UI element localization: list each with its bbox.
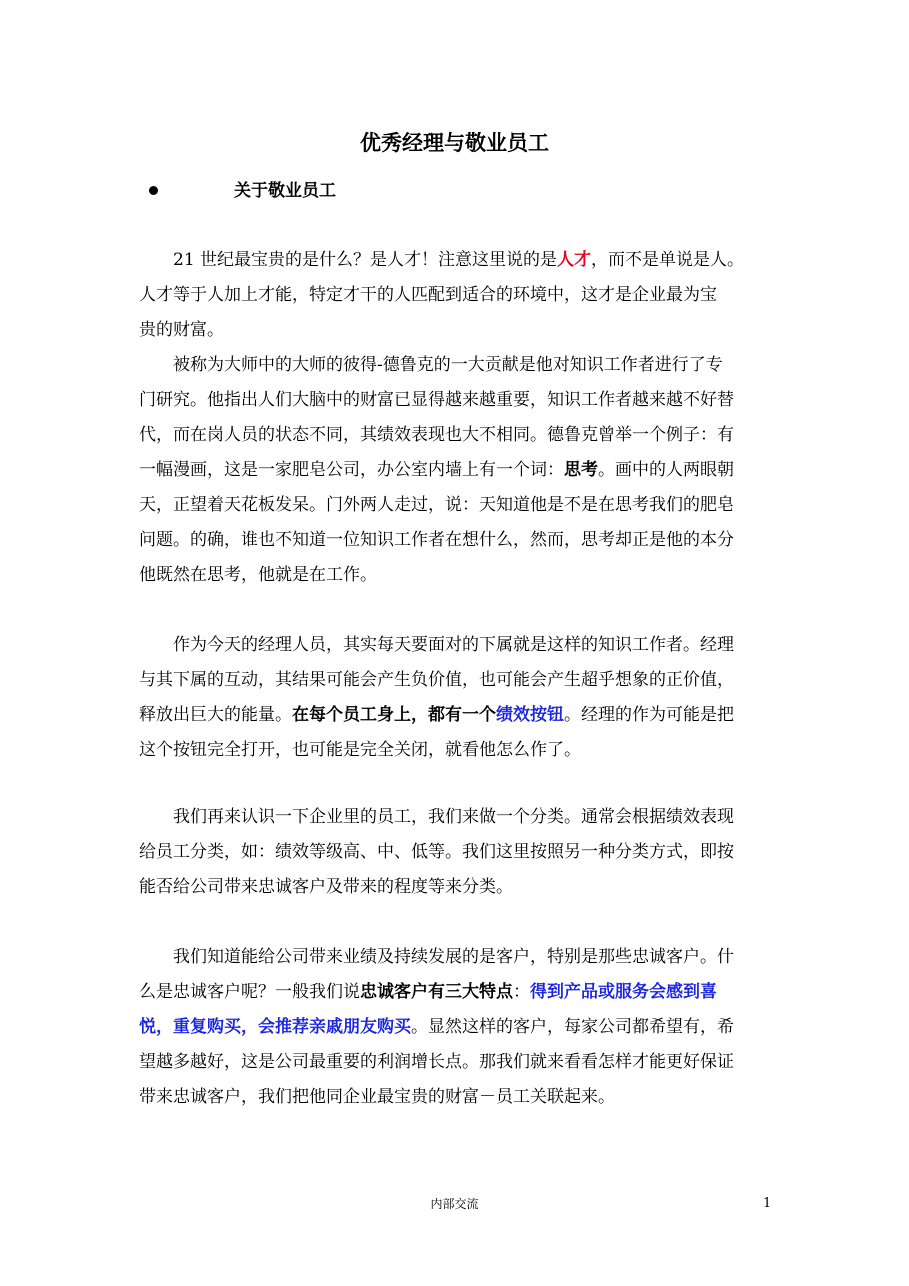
paragraph-line: 被称为大师中的大师的彼得-德鲁克的一大贡献是他对知识工作者进行了专 [173,355,723,375]
emphasis-bold: 在每个员工身上，都有一个 [292,705,496,725]
section-heading: 关于敬业员工 [234,181,336,201]
emphasis-blue: 悦，重复购买，会推荐亲戚朋友购买 [139,1017,411,1037]
paragraph-line: 他既然在思考，他就是在工作。 [139,565,377,585]
paragraph-line: 门研究。他指出人们大脑中的财富已显得越来越重要，知识工作者越来越不好替 [139,390,734,410]
paragraph-line [139,975,779,1010]
emphasis-bold: 忠诚客户有三大特点 [360,982,513,1002]
text-run: 释放出巨大的能量。 [139,705,292,725]
paragraph-line: 能否给公司带来忠诚客户及带来的程度等来分类。 [139,877,513,897]
document-title: 优秀经理与敬业员工 [360,130,549,155]
text-run: 。画中的人两眼朝 [598,460,734,480]
paragraph-line: 带来忠诚客户，我们把他同企业最宝贵的财富－员工关联起来。 [139,1087,615,1107]
emphasis-blue: 得到产品或服务会感到喜 [530,982,717,1002]
text-run: 21 世纪最宝贵的是什么？是人才！注意这里说的是 [173,250,558,270]
text-run: 。经理的作为可能是把 [564,705,734,725]
paragraph-line [139,1010,779,1045]
paragraph-line: 我们再来认识一下企业里的员工，我们来做一个分类。通常会根据绩效表现 [173,807,734,827]
paragraph-line: 给员工分类，如：绩效等级高、中、低等。我们这里按照另一种分类方式，即按 [139,842,734,862]
paragraph-line: 天，正望着天花板发呆。门外两人走过，说：天知道他是不是在思考我们的肥皂 [139,495,734,515]
emphasis-red: 人才 [557,250,592,270]
paragraph-line: 与其下属的互动，其结果可能会产生负价值，也可能会产生超乎想象的正价值， [139,670,734,690]
text-run: 么是忠诚客户呢？一般我们说 [139,982,360,1002]
paragraph-line: 问题。的确，谁也不知道一位知识工作者在想什么，然而，思考却正是他的本分 [139,530,734,550]
paragraph-line [139,453,779,488]
section-heading-row [145,178,545,206]
paragraph-line [173,243,779,278]
bullet-icon [149,186,158,195]
paragraph-line: 贵的财富。 [139,320,224,340]
paragraph-line: 作为今天的经理人员，其实每天要面对的下属就是这样的知识工作者。经理 [173,635,734,655]
paragraph-line: 代，而在岗人员的状态不同，其绩效表现也大不相同。德鲁克曾举一个例子：有 [139,425,734,445]
text-run: ，而不是单说是人。 [591,250,745,270]
text-run: 。显然这样的客户，每家公司都希望有，希 [411,1017,734,1037]
text-run: 一幅漫画，这是一家肥皂公司，办公室内墙上有一个词： [139,460,564,480]
emphasis-bold: 思考 [564,460,598,480]
paragraph-line: 这个按钮完全打开，也可能是完全关闭，就看他怎么作了。 [139,740,581,760]
footer-label: 内部交流 [430,1197,479,1211]
paragraph-line [139,698,779,733]
paragraph-line: 人才等于人加上才能，特定才干的人匹配到适合的环境中，这才是企业最为宝 [139,285,717,305]
paragraph-line: 我们知道能给公司带来业绩及持续发展的是客户，特别是那些忠诚客户。什 [173,947,734,967]
emphasis-blue: 绩效按钮 [496,705,564,725]
text-run: ： [513,982,530,1002]
paragraph-line: 望越多越好，这是公司最重要的利润增长点。那我们就来看看怎样才能更好保证 [139,1052,734,1072]
page-number: 1 [763,1196,772,1211]
